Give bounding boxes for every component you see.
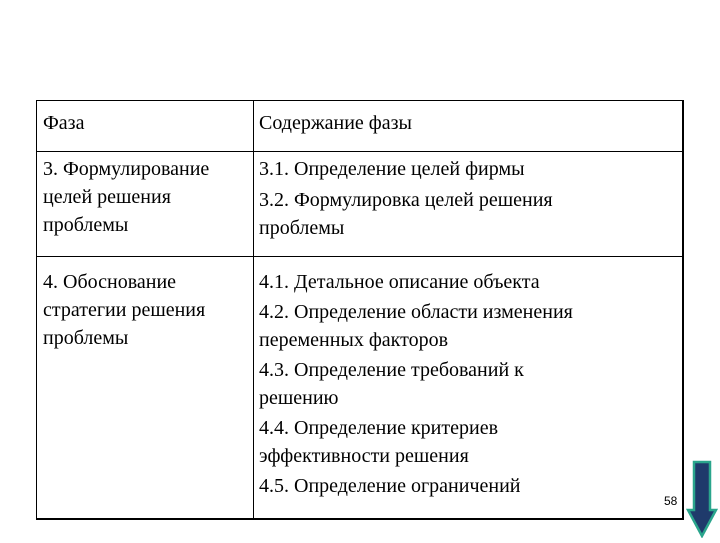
content-item-line: 4.4. Определение критериев <box>259 417 499 439</box>
content-item <box>259 472 679 500</box>
content-item-line: 4.2. Определение области изменения <box>259 301 573 323</box>
down-arrow-icon <box>686 460 718 538</box>
content-item-line: 3.1. Определение целей фирмы <box>259 158 525 180</box>
phase-text-line: 3. Формулирование <box>43 158 210 180</box>
content-item-line: 3.2. Формулировка целей решения <box>259 189 553 211</box>
phase-text-line: проблемы <box>43 327 129 349</box>
phase-cell <box>43 268 249 352</box>
content-item-line: 4.5. Определение ограничений <box>259 475 521 497</box>
header-phase-label: Фаза <box>43 112 85 134</box>
content-cell <box>259 268 679 502</box>
content-item-line: решению <box>259 387 339 409</box>
phase-table <box>36 100 684 520</box>
content-item <box>259 186 679 242</box>
content-item <box>259 155 679 183</box>
content-item-line: 4.3. Определение требований к <box>259 359 524 381</box>
header-phase-cell <box>43 109 249 138</box>
content-item-line: переменных факторов <box>259 329 449 351</box>
content-item-line: 4.1. Детальное описание объекта <box>259 271 540 293</box>
phase-text-line: проблемы <box>43 214 129 236</box>
next-slide-button[interactable] <box>686 460 718 538</box>
header-content-label: Содержание фазы <box>259 112 412 134</box>
content-cell <box>259 155 679 245</box>
content-item <box>259 298 679 354</box>
table-header-row <box>37 101 682 152</box>
phase-cell <box>43 155 249 239</box>
phase-text-line: целей решения <box>43 186 171 208</box>
phase-text-line: 4. Обоснование <box>43 271 177 293</box>
content-item <box>259 268 679 296</box>
content-item <box>259 356 679 412</box>
table-row <box>37 256 682 519</box>
content-item-line: эффективности решения <box>259 445 469 467</box>
table-row <box>37 151 682 257</box>
header-content-cell <box>259 109 679 138</box>
content-item <box>259 414 679 470</box>
content-item-line: проблемы <box>259 217 345 239</box>
page-number: 58 <box>664 494 678 508</box>
phase-text-line: стратегии решения <box>43 299 206 321</box>
